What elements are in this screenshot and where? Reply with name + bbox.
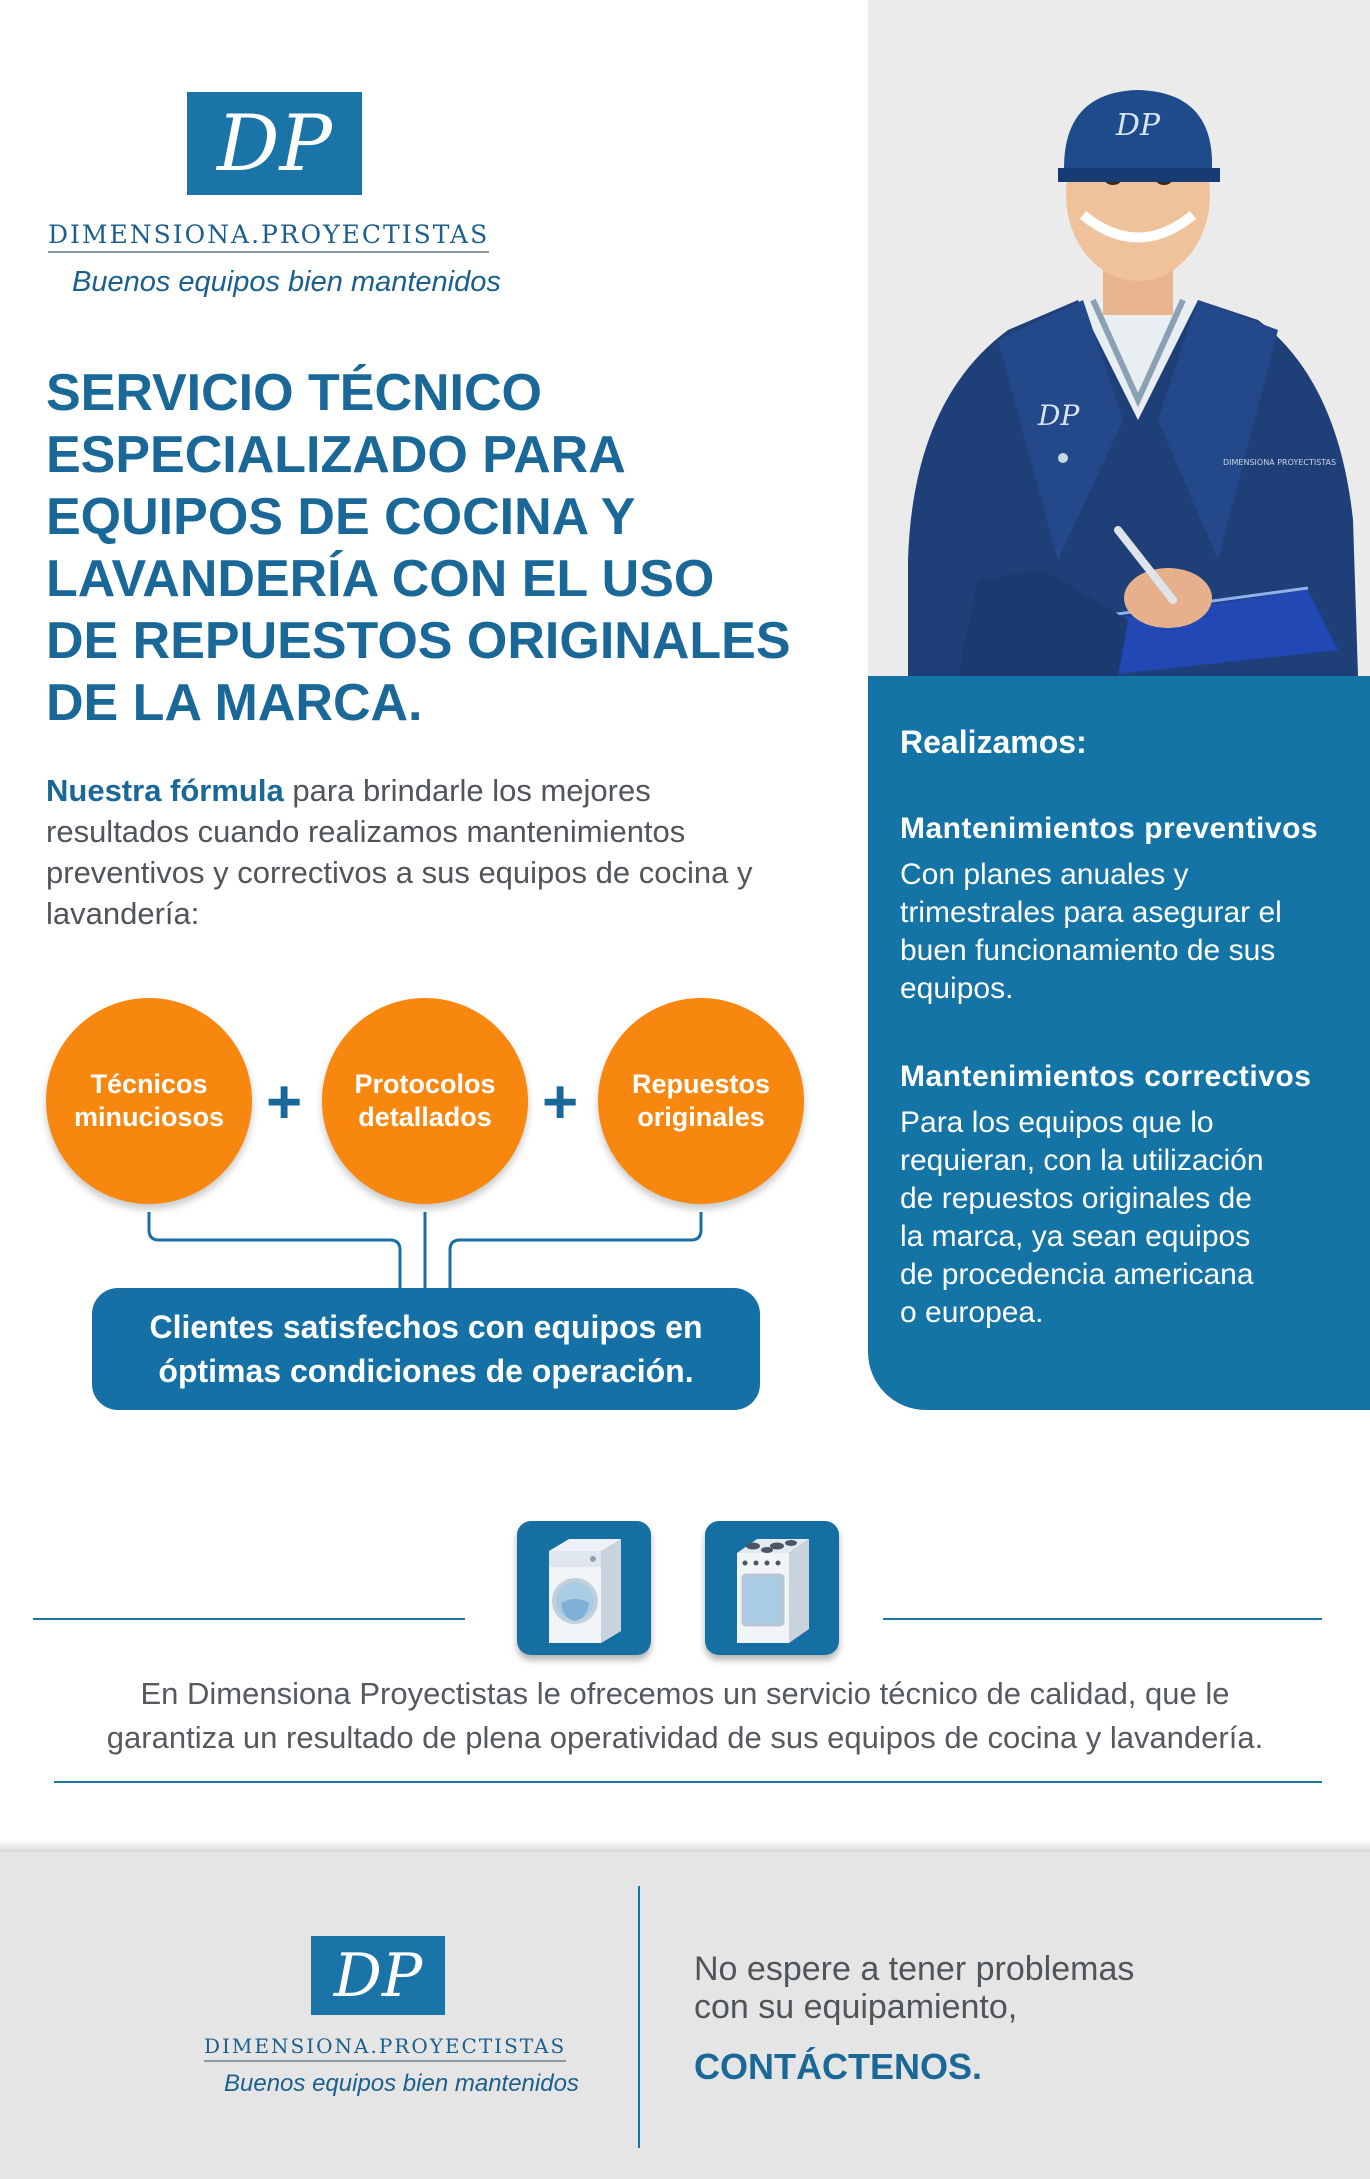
- services-heading: Realizamos:: [900, 724, 1087, 760]
- formula-circle-label: originales: [637, 1102, 765, 1132]
- corrective-line: o europea.: [900, 1296, 1044, 1329]
- corrective-line: de procedencia americana: [900, 1258, 1254, 1291]
- stove-tile: [705, 1521, 839, 1655]
- headline-line: LAVANDERÍA CON EL USO: [46, 550, 715, 608]
- services-panel: [868, 676, 1370, 1410]
- plus-icon: +: [266, 1068, 303, 1137]
- logo-letters: DP: [333, 1940, 423, 2011]
- washing-machine-icon: [539, 1533, 629, 1643]
- formula-circle-label: Protocolos: [354, 1069, 496, 1099]
- footer-logo-mark: [311, 1936, 445, 2015]
- closing-tagline: [40, 1672, 1330, 1760]
- technician-illustration: [868, 0, 1370, 676]
- corrective-line: Para los equipos que lo: [900, 1106, 1214, 1139]
- logo-letters: DP: [216, 98, 333, 189]
- headline-line: DE LA MARCA.: [46, 674, 423, 732]
- intro-paragraph: [46, 770, 786, 934]
- header-brand-tagline: Buenos equipos bien mantenidos: [72, 266, 501, 298]
- svg-text:DP: DP: [1115, 108, 1161, 143]
- corrective-line: de repuestos originales de: [900, 1182, 1252, 1215]
- cta-line: No espere a tener problemas: [694, 1950, 1135, 1988]
- corrective-text: [900, 1104, 1340, 1332]
- corrective-line: la marca, ya sean equipos: [900, 1220, 1251, 1253]
- formula-circle-protocols: [322, 998, 528, 1204]
- intro-rest: para brindarle los mejores resultados cuando realizamos mantenimientos preventivos y correctivos a sus equipos de cocina y lavandería:: [46, 773, 753, 931]
- corrective-line: requieran, con la utilización: [900, 1144, 1264, 1177]
- formula-circle-label: Repuestos: [631, 1069, 771, 1099]
- intro-lead: Nuestra fórmula: [46, 773, 284, 808]
- headline-line: SERVICIO TÉCNICO: [46, 364, 543, 422]
- svg-text:DIMENSIONA PROYECTISTAS: DIMENSIONA PROYECTISTAS: [1223, 458, 1337, 467]
- formula-circle-parts: [598, 998, 804, 1204]
- result-line: Clientes satisfechos con equipos en: [149, 1309, 703, 1345]
- contact-link[interactable]: CONTÁCTENOS.: [694, 2046, 982, 2087]
- divider-right: [883, 1618, 1322, 1620]
- formula-result-box: [92, 1288, 760, 1410]
- footer-divider: [638, 1886, 640, 2148]
- headline-line: DE REPUESTOS ORIGINALES: [46, 612, 791, 670]
- tagline-line: En Dimensiona Proyectistas le ofrecemos un servicio técnico de calidad, que le: [140, 1676, 1230, 1711]
- preventive-text: Con planes anuales y trimestrales para asegurar el buen funcionamiento de sus equipos.: [900, 858, 1282, 1005]
- divider-bottom: [54, 1781, 1322, 1783]
- header-logo-mark: [187, 92, 362, 195]
- stove-icon: [727, 1533, 817, 1643]
- headline-line: EQUIPOS DE COCINA Y: [46, 488, 636, 546]
- divider-left: [33, 1618, 465, 1620]
- footer-brand-tagline: Buenos equipos bien mantenidos: [224, 2070, 579, 2097]
- formula-circle-label: minuciosos: [73, 1102, 225, 1132]
- plus-icon: +: [542, 1068, 579, 1137]
- contact-cta: [694, 1950, 1334, 2086]
- headline-line: ESPECIALIZADO PARA: [46, 426, 626, 484]
- footer-brand-name: DIMENSIONA.PROYECTISTAS: [204, 2034, 566, 2062]
- header-brand-name: DIMENSIONA.PROYECTISTAS: [48, 220, 489, 253]
- result-line: óptimas condiciones de operación.: [158, 1353, 694, 1389]
- formula-circle-label: Técnicos: [90, 1069, 208, 1099]
- formula-connector-lines: [0, 1200, 860, 1300]
- washing-machine-tile: [517, 1521, 651, 1655]
- technician-photo: [868, 0, 1370, 676]
- tagline-line: garantiza un resultado de plena operatividad de sus equipos de cocina y lavandería.: [106, 1720, 1264, 1755]
- corrective-title: Mantenimientos correctivos: [900, 1060, 1312, 1093]
- svg-text:DP: DP: [1038, 399, 1080, 432]
- formula-circle-technicians: [46, 998, 252, 1204]
- page-headline: [46, 362, 836, 734]
- preventive-title: Mantenimientos preventivos: [900, 812, 1319, 845]
- cta-line: con su equipamiento,: [694, 1988, 1018, 2026]
- formula-circle-label: detallados: [358, 1102, 492, 1132]
